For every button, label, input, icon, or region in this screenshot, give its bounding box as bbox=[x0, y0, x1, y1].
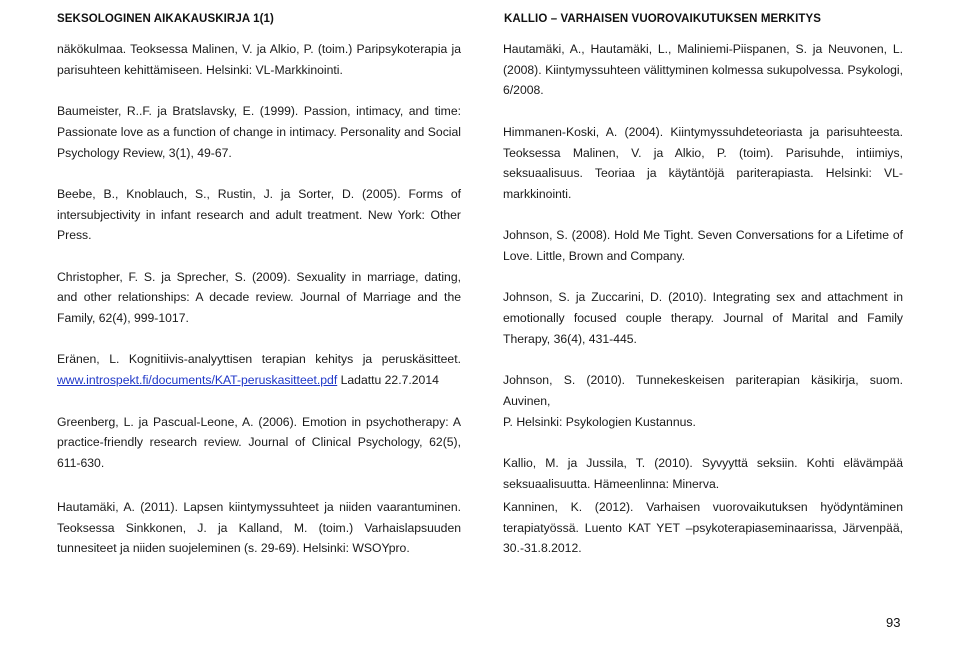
reference-line: Greenberg, L. ja Pascual-Leone, A. (2006). Emotion in psychotherapy: A bbox=[57, 414, 461, 429]
reference-entry bbox=[57, 349, 461, 390]
reference-line: P. Helsinki: Psykologien Kustannus. bbox=[503, 414, 696, 429]
article-header: KALLIO – VARHAISEN VUOROVAIKUTUKSEN MERKITYS bbox=[504, 13, 822, 25]
reference-line: intersubjectivity in infant research and adult treatment. New York: Other bbox=[57, 207, 461, 222]
reference-line: Passionate love as a function of change in intimacy. Personality and Social bbox=[57, 124, 461, 139]
reference-line: Hautamäki, A. (2011). Lapsen kiintymyssuhteet ja niiden vaarantuminen. bbox=[57, 500, 461, 514]
reference-line bbox=[57, 370, 461, 391]
reference-line: 611-630. bbox=[57, 455, 105, 470]
reference-link[interactable]: www.introspekt.fi/documents/KAT-peruskasitteet.pdf bbox=[57, 373, 338, 388]
reference-entry bbox=[503, 287, 903, 349]
reference-entry bbox=[57, 267, 461, 329]
reference-entry bbox=[503, 370, 903, 432]
reference-line: markkinointi. bbox=[503, 186, 572, 201]
reference-entry bbox=[57, 497, 461, 559]
reference-line: Psychology Review, 3(1), 49-67. bbox=[57, 145, 232, 160]
reference-line: Himmanen-Koski, A. (2004). Kiintymyssuhdeteoriasta ja parisuhteesta. bbox=[503, 124, 903, 139]
reference-line: Baumeister, R..F. ja Bratslavsky, E. (1999). Passion, intimacy, and time: bbox=[57, 104, 461, 119]
reference-entry bbox=[57, 184, 461, 246]
reference-line: Family, 62(4), 999-1017. bbox=[57, 311, 189, 326]
reference-entry bbox=[503, 122, 903, 205]
reference-line: Johnson, S. (2010). Tunnekeskeisen pariterapian käsikirja, suom. Auvinen, bbox=[503, 373, 903, 408]
reference-entry bbox=[57, 412, 461, 474]
reference-line: 6/2008. bbox=[503, 83, 544, 98]
reference-line: practice-friendly research review. Journal of Clinical Psychology, 62(5), bbox=[57, 435, 461, 450]
reference-line: Press. bbox=[57, 228, 92, 243]
bottom-left-reference bbox=[57, 497, 461, 580]
page-number: 93 bbox=[886, 615, 901, 630]
reference-entry bbox=[57, 39, 461, 80]
left-reference-column bbox=[57, 39, 461, 494]
reference-line: Love. Little, Brown and Company. bbox=[503, 249, 686, 263]
reference-line: seksuaalisuutta. Hämeenlinna: Minerva. bbox=[503, 476, 720, 491]
journal-header: SEKSOLOGINEN AIKAKAUSKIRJA 1(1) bbox=[57, 13, 274, 25]
right-reference-column bbox=[503, 39, 903, 515]
reference-line: Christopher, F. S. ja Sprecher, S. (2009). Sexuality in marriage, dating, bbox=[57, 269, 461, 284]
reference-line: emotionally focused couple therapy. Journal of Marital and Family bbox=[503, 311, 903, 326]
reference-line: seksuaalisuus. Teoriaa ja käytäntöjä pariterapiasta. Helsinki: VL- bbox=[503, 166, 903, 181]
reference-entry bbox=[503, 453, 903, 494]
reference-entry bbox=[57, 101, 461, 163]
reference-line: Teoksessa Malinen, V. ja Alkio, P. (toim). Parisuhde, intiimiys, bbox=[503, 145, 903, 160]
reference-line: (2008). Kiintymyssuhteen välittyminen kolmessa sukupolvessa. Psykologi, bbox=[503, 62, 903, 77]
reference-entry bbox=[503, 39, 903, 101]
reference-entry bbox=[503, 497, 903, 559]
reference-line: Hautamäki, A., Hautamäki, L., Maliniemi-Piispanen, S. ja Neuvonen, L. bbox=[503, 42, 903, 56]
reference-entry bbox=[503, 225, 903, 266]
reference-line: Johnson, S. (2008). Hold Me Tight. Seven Conversations for a Lifetime of bbox=[503, 228, 903, 243]
reference-line: Kanninen, K. (2012). Varhaisen vuorovaikutuksen hyödyntäminen bbox=[503, 500, 903, 514]
bottom-right-reference bbox=[503, 497, 903, 580]
reference-line: näkökulmaa. Teoksessa Malinen, V. ja Alkio, P. (toim.) Paripsykoterapia ja bbox=[57, 42, 461, 56]
reference-line: parisuhteen kehittämiseen. Helsinki: VL-Markkinointi. bbox=[57, 62, 343, 77]
reference-line: and other relationships: A decade review. Journal of Marriage and the bbox=[57, 290, 461, 305]
reference-line: Therapy, 36(4), 431-445. bbox=[503, 331, 637, 346]
reference-line: Eränen, L. Kognitiivis-analyyttisen terapian kehitys ja peruskäsitteet. bbox=[57, 352, 461, 367]
reference-line: Johnson, S. ja Zuccarini, D. (2010). Integrating sex and attachment in bbox=[503, 290, 903, 305]
reference-line: 30.-31.8.2012. bbox=[503, 541, 582, 556]
reference-line: terapiatyössä. Luento KAT YET –psykoterapiaseminaarissa, Järvenpää, bbox=[503, 520, 903, 535]
reference-line: tunnesiteet ja niiden suojeleminen (s. 29-69). Helsinki: WSOYpro. bbox=[57, 541, 410, 556]
reference-line: Kallio, M. ja Jussila, T. (2010). Syvyyttä seksiin. Kohti elävämpää bbox=[503, 455, 903, 470]
reference-line: Teoksessa Sinkkonen, J. ja Kalland, M. (toim.) Varhaislapsuuden bbox=[57, 520, 461, 535]
reference-line: Beebe, B., Knoblauch, S., Rustin, J. ja Sorter, D. (2005). Forms of bbox=[57, 186, 461, 201]
download-date: Ladattu 22.7.2014 bbox=[337, 373, 439, 388]
